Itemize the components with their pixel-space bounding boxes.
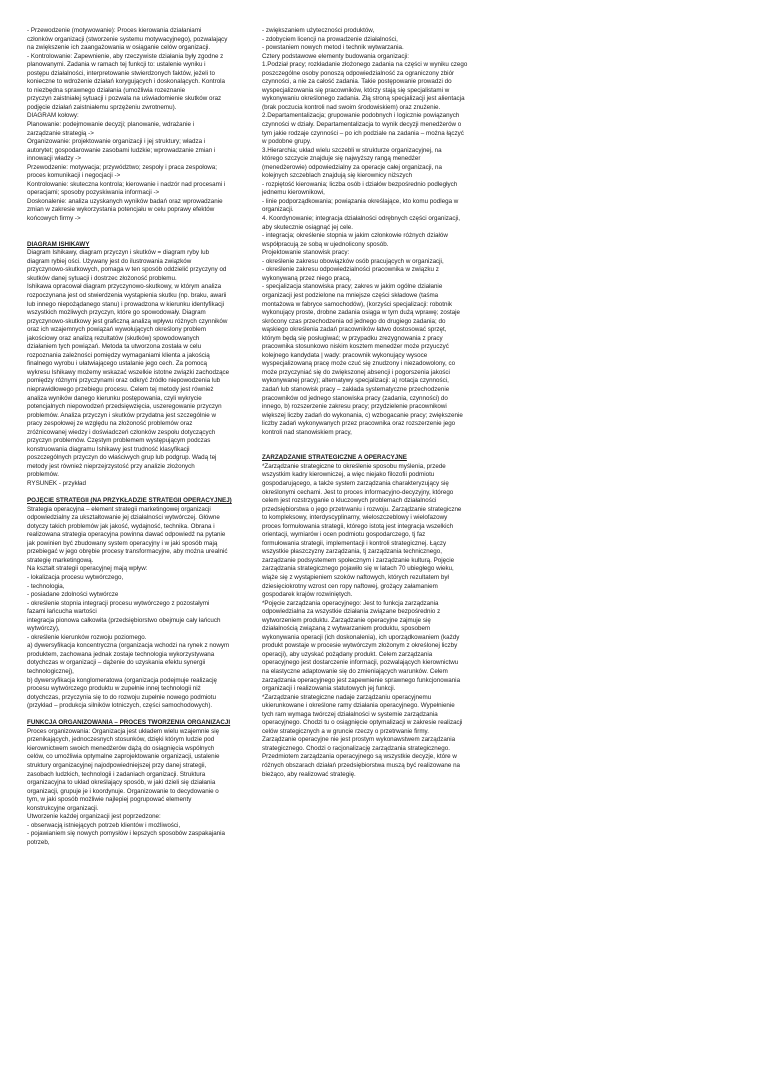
text-line: jednemu kierownikowi, <box>262 189 325 197</box>
text-line: wykresu Ishikawy możemy wskazać wszelkie istotne związki zachodzące <box>27 368 230 376</box>
text-line: operacjami; sposoby pozyskiwania informacji -> <box>27 189 160 197</box>
text-line: montażowa w fabryce samochodów), (korzyści specjalizacji: robotnik <box>262 300 453 308</box>
text-line: - pojawianiem się nowych pomysłów i lepszych sposobów zaspakajania <box>27 830 226 838</box>
text-line: 1.Podział pracy; rozkładanie złożonego zadania na części w wyniku czego <box>262 61 468 69</box>
text-line: wykonywania operacji (ich doskonalenia), ich uporządkowaniem (każdy <box>262 633 460 641</box>
text-line: przyczyn zaistniałej sytuacji i pozwala na uświadomienie skutków oraz <box>27 95 222 103</box>
text-line: działalnością związaną z wytwarzaniem produktu, sposobem <box>262 625 431 633</box>
text-line: przyczynowo-skutkowych, pomaga w ten sposób oddzielić przyczyny od <box>27 266 227 274</box>
text-line: fazami łańcucha wartości <box>27 608 97 616</box>
text-line: technologicznej), <box>27 668 74 676</box>
text-line: zarządzania operacyjnego jest zapewnienie sprawnego funkcjonowania <box>262 676 461 684</box>
text-line: skutków danej sytuacji i dostrzec złożoność problemu. <box>27 274 177 282</box>
text-line: którego szczycie znajduje się najwyższy rangą menedżer <box>262 155 421 163</box>
text-line: określonymi cechami. Jest to proces informacyjno-decyzyjny, którego <box>262 488 454 496</box>
text-line: procesu wytwórczego produktu w zupełnie innej technologii niż <box>27 685 201 693</box>
text-line: konstruowania diagramu Ishikawy jest trudność klasyfikacji <box>27 445 190 453</box>
text-line: innowacji władzy -> <box>27 155 82 163</box>
text-line: pracownika stosunkowo niskim kosztem menedżer może przyuczyć <box>262 343 449 351</box>
text-line: wszystkich możliwych przyczyn, które go spowodowały. Diagram <box>27 309 206 317</box>
text-line: produktem, zachowana jednak zostaje technologia wykorzystywana <box>27 650 215 658</box>
left-column <box>27 27 259 848</box>
section-heading: ZARZĄDZANIE STRATEGICZNE A OPERACYJNE <box>262 454 407 462</box>
text-line: - lokalizacja procesu wytwórczego, <box>27 574 124 581</box>
text-line: b) dywersyfikacja konglomeratowa (organizacja podejmuje realizację <box>27 676 218 684</box>
text-line: czynności, a nie za całość zadania. Takie postępowanie prowadzi do <box>262 78 452 86</box>
text-line: problemów. <box>27 471 59 479</box>
text-line: celów strategicznych a w gruncie rzeczy o przetrwanie firmy. <box>262 727 429 735</box>
section-heading: DIAGRAM ISHIKAWY <box>27 240 90 248</box>
text-line: Przewodzenie: motywacja; przywództwo; zespoły i praca zespołowa; <box>27 163 218 171</box>
text-line: wykonujący proste, drobne zadania osiąga w tym dużą wprawę; zostaje <box>262 309 461 317</box>
text-line: Cztery podstawowe elementy budowania organizacji: <box>262 52 409 60</box>
text-line: pomiędzy różnymi przyczynami oraz odkryć źródło niepowodzenia lub <box>27 377 221 385</box>
text-line: 2.Departamentalizacja; grupowanie podobnych i logicznie powiązanych <box>262 112 460 120</box>
text-line: rozpoczynana jest od stwierdzenia wystąpienia skutku (np. braku, awarii <box>27 291 227 299</box>
text-line: Ishikawa opracował diagram przyczynowo-skutkowy, w którym analiza <box>27 283 222 291</box>
text-line: - Przewodzenie (motywowanie): Proces kierowania działaniami <box>27 27 202 34</box>
text-line: autorytet; gospodarowanie zasobami ludzkie; wprowadzanie zmian i <box>27 146 216 154</box>
text-line: kolejnego kandydata | wady: pracownik wykonujący wysoce <box>262 351 428 359</box>
text-line: końcowych firmy -> <box>27 215 81 223</box>
blank-line <box>27 232 259 241</box>
text-line: innego, b) rozszerzenie zakresu pracy; przydzielenie pracownikowi <box>262 403 447 411</box>
text-line: planowanymi. Zadania w ramach tej funkcji to: ustalenie wyniku i <box>27 61 206 69</box>
blank-line <box>27 224 259 233</box>
text-line: organizacji i realizowania statutowych jej funkcji. <box>262 685 396 693</box>
text-line: wszystkie płaszczyzny zarządzania, tj zarządzania technicznego, <box>262 548 442 556</box>
text-line: zmian w zakresie wykorzystania potencjału w celu poprawy efektów <box>27 206 215 214</box>
text-line: konstrukcyjne organizacji. <box>27 804 99 812</box>
text-line: diagram rybiej ości. Używany jest do ilustrowania związków <box>27 257 192 265</box>
text-line: zarządzanie podsystemem społecznym i zarządzanie kulturą. Pojęcie <box>262 556 455 564</box>
text-line: potrzeb, <box>27 838 50 846</box>
text-line: organizacyjna to układ określający sposób, w jaki dzieli się działania <box>27 779 216 787</box>
text-line: zróżnicowanej wiedzy i doświadczeń członków zespołu dotyczących <box>27 428 216 436</box>
text-line: zarządzania strategicznego pojawiło się w latach 70 ubiegłego wieku, <box>262 565 454 573</box>
text-line: - obserwacją istniejących potrzeb klientów i możliwości, <box>27 821 181 829</box>
text-line: celem jest rozstrzyganie o kluczowych problemach działalności <box>262 497 437 505</box>
text-line: kolejnych szczeblach znajdują się kierownicy niższych <box>262 172 413 180</box>
text-line: struktury organizacyjnej najodpowiedniejszej przy danej strategii, <box>27 762 207 770</box>
text-line: - określenie kierunków rozwoju poziomego. <box>27 633 147 641</box>
text-line: wyspecjalizowania się pracowników, którzy stają się specjalistami w <box>262 86 450 94</box>
text-line: - powstaniem nowych metod i technik wytwarzania. <box>262 44 404 52</box>
text-line: celów, co umożliwia optymalne zaprojektowanie organizacji, ustalenie <box>27 753 220 761</box>
text-line: (menedżerowie) odpowiedzialny za operacje całej organizacji, na <box>262 163 442 171</box>
text-line: zasobach ludzkich, technologii i zadaniach organizacji. Struktura <box>27 770 206 778</box>
text-line: dotychczas, przyczynia się to do rozwoju zupełnie nowego podmiotu <box>27 693 216 701</box>
text-line: - integracja; określenie stopnia w jakim członkowie różnych działów <box>262 232 448 240</box>
text-line: operacyjnego. Chodzi tu o osiągnięcie optymalizacji w zakresie realizacji <box>262 719 463 727</box>
text-line: - zwiększaniem użyteczności produktów, <box>262 27 375 34</box>
text-line: kontroli nad stanowiskiem pracy, <box>262 428 352 436</box>
text-line: - Kontrolowanie: Zapewnienie, aby rzeczywiste działania były zgodne z <box>27 52 224 60</box>
text-line: dziesięciokrotny wzrost cen ropy naftowej, grożący załamaniem <box>262 582 438 590</box>
text-line: jak powinien być zbudowany system operacyjny i w jaki sposób mają <box>27 539 218 547</box>
text-line: (przykład – produkcja silników lotniczych, części samochodowych). <box>27 702 213 710</box>
text-line: gospodarek krajów rozwiniętych. <box>262 591 353 599</box>
text-line: wytworzeniem produktu. Zarządzanie operacyjne zajmuje się <box>262 616 431 624</box>
text-line: realizowana strategia operacyjna powinna dawać odpowiedź na pytanie <box>27 531 226 539</box>
text-line: przyczynowo-skutkowy jest graficzną analizą wpływu różnych czynników <box>27 317 228 325</box>
text-line: Na kształt strategii operacyjnej mają wpływ: <box>27 565 148 573</box>
text-line: współpracują ze sobą w ujednolicony sposób. <box>262 240 389 248</box>
text-line: wytwórczy), <box>27 625 60 633</box>
text-line: Utworzenie każdej organizacji jest poprzedzone: <box>27 813 161 821</box>
text-line: formułowania strategii, implementacji i kontroli strategicznej. Łączy <box>262 539 447 547</box>
text-line: metody jest również nieprzejrzystość przy analizie złożonych <box>27 462 195 470</box>
text-line: pracowników od jednego stanowiska pracy (zadania, czynności) do <box>262 394 448 402</box>
text-line: RYSUNEK - przykład <box>27 479 86 487</box>
text-line: wszystkim kadry kierowniczej, a więc niejako filozofii podmiotu <box>262 471 435 479</box>
text-line: różnych obszarach działań przedsiębiorstwa muszą być realizowane na <box>262 762 461 770</box>
blank-line <box>27 489 259 498</box>
text-line: aby skutecznie osiągnąć jej cele. <box>262 223 354 231</box>
text-line: przedsiębiorstwa o jego przetrwaniu i rozwoju. Zarządzanie strategiczne <box>262 505 462 513</box>
text-line: operacyjnego jest dostarczenie informacji, pozwalających kierownictwu <box>262 659 459 667</box>
text-line: lub innego niepożądanego stanu) i prowadzona w kierunku identyfikacji <box>27 300 225 308</box>
text-line: członków organizacji (stworzenie systemu motywacyjnego), pozwalający <box>27 35 228 43</box>
right-column <box>262 27 494 779</box>
text-line: - określenie stopnia integracji procesu wytwórczego z pozostałymi <box>27 599 210 607</box>
text-line: dotychczas w organizacji – dążenie do uzyskania efektu synergii <box>27 659 206 667</box>
text-line: 4. Koordynowanie; integracja działalności odrębnych części organizacji, <box>262 215 461 223</box>
text-line: poszczególnych przyczyn do właściwych grup lub podgrup. Wadą tej <box>27 454 217 462</box>
text-line: integracja pionowa całkowita (przedsiębiorstwo obejmuje cały łańcuch <box>27 616 221 624</box>
text-line: a) dywersyfikacja koncentryczna (organizacja wchodzi na rynek z nowym <box>27 642 230 650</box>
text-line: postępu działalności, interpretowanie stwierdzonych faktów, jeżeli to <box>27 69 215 77</box>
text-line: organizacji jest podzielone na mniejsze części składowe (taśma <box>262 291 439 299</box>
text-line: odpowiedzialna za wszystkie działania związane bezpośrednio z <box>262 608 441 616</box>
text-line: to kompleksowy, interdyscyplinarny, wieloszczeblowy i wielofazowy <box>262 514 448 522</box>
text-line: problemów. Analiza przyczyn i skutków przydatna jest szczególnie w <box>27 411 216 419</box>
text-line: zadań lub stanowisk pracy – zakłada systematyczne przechodzenie <box>262 385 450 393</box>
text-line: Kontrolowanie: skuteczna kontrola; kierowanie i nadzór nad procesami i <box>27 180 226 188</box>
blank-line <box>262 437 494 446</box>
text-line: Zarządzanie operacyjne nie jest prostym wykonawstwem zarządzania <box>262 736 456 744</box>
text-line: Diagram Ishikawy, diagram przyczyn i skutków = diagram ryby lub <box>27 249 210 257</box>
text-line: analiza wyników danego kierunku postępowania, czyli wykrycie <box>27 394 202 402</box>
text-line: - rozpiętość kierowania; liczba osób i działów bezpośrednio podległych <box>262 180 458 188</box>
text-line: pracy zespołowej ze względu na złożoność problemów oraz <box>27 420 193 428</box>
text-line: kierownictwem swoich menedżerów dążą do osiągnięcia wspólnych <box>27 744 215 752</box>
text-line: poszczególne osoby ponoszą odpowiedzialność za ograniczony zbiór <box>262 69 455 77</box>
text-line: organizacji. <box>262 206 294 214</box>
text-line: gospodarującego, a także system zarządzania charakteryzujący się <box>262 479 449 487</box>
text-line: *Zarządzanie strategiczne nadaje zarządzaniu operacyjnemu <box>262 693 432 701</box>
text-line: wykonywaną przez niego pracą, <box>262 274 351 282</box>
text-line: - określenie zakresu obowiązków osób pracujących w organizacji, <box>262 257 444 265</box>
text-line: proces formułowania strategii, którego istotą jest integracja wszelkich <box>262 522 454 530</box>
text-line: Projektowanie stanowisk pracy: <box>262 249 350 257</box>
text-line: *Pojęcie zarządzania operacyjnego: Jest to funkcja zarządzania <box>262 599 439 607</box>
text-line: może przyczyniać się do zwiększonej absencji i pogorszenia jakości <box>262 368 450 376</box>
text-line: Przedmiotem zarządzania operacyjnego są wszystkie decyzje, które w <box>262 753 457 761</box>
text-line: oraz ich wzajemnych powiązań wywołujących określony problem <box>27 326 206 334</box>
section-heading: POJĘCIE STRATEGII (NA PRZYKŁADZIE STRATEGII OPERACYJNEJ) <box>27 497 232 505</box>
text-line: przebiegać w jego obrębie procesy transformacyjne, aby można urealnić <box>27 548 228 556</box>
text-line: wąskiego określenia zadań pracowników łatwo dostosować sprzęt, <box>262 326 447 334</box>
text-line: nieprawidłowego przebiegu procesu. Celem tej metody jest również <box>27 385 214 393</box>
text-line: (brak poczucia kontroli nad swoim środowiskiem) oraz znużenie. <box>262 103 441 111</box>
text-line: wiąże się z wystąpieniem szoków naftowych, których rezultatem był <box>262 574 449 581</box>
text-line: w podobne grupy. <box>262 138 312 146</box>
text-line: - posiadane zdolności wytwórcze <box>27 591 119 599</box>
text-line: Doskonalenie: analiza uzyskanych wyników badań oraz wprowadzanie <box>27 197 223 205</box>
text-line: liczby zadań wykonywanych przez pracownika oraz rozszerzenie jego <box>262 420 456 428</box>
text-line: Strategia operacyjna – element strategii marketingowej organizacji <box>27 505 211 513</box>
text-line: zarządzanie strategią -> <box>27 129 94 137</box>
blank-line <box>27 711 259 720</box>
text-line: produkt powstaje w procesie wytwórczym złożonym z określonej liczby <box>262 642 458 650</box>
text-line: *Zarządzanie strategiczne to określenie sposobu myślenia, przede <box>262 462 446 470</box>
text-line: - technologia, <box>27 582 65 590</box>
text-line: wykonywaniu określonego zadania. Złą stroną specjalizacji jest alientacja <box>262 95 465 103</box>
text-line: dotyczy takich problemów jak jakość, wydajność, technika. Obrana i <box>27 522 215 530</box>
text-line: rozpoznania zależności pomiędzy wymaganiami klienta a jakością <box>27 351 210 359</box>
text-line: tych ram wymaga twórczej działalności w systemie zarządzania <box>262 710 438 718</box>
text-line: 3.Hierarchia; układ wielu szczebli w strukturze organizacyjnej, na <box>262 146 442 154</box>
text-line: orientacji, wymiarów i ocen podmiotu gospodarczego, tj faz <box>262 531 426 539</box>
text-line: odpowiedzialny za ukształtowanie jej działalności wytwórczej. Główne <box>27 514 220 522</box>
text-line: którym będą się posługiwać; w przypadku zrezygnowania z pracy <box>262 334 443 342</box>
text-line: wyspecjalizowaną pracę może czuć się znudzony i niezadowolony, co <box>262 360 456 368</box>
text-line: jakościowy oraz analizą rezultatów (skutków) spowodowanych <box>27 334 200 342</box>
text-line: na elastyczne adaptowanie się do zmieniających warunków. Celem <box>262 668 448 676</box>
text-line: większej liczby zadań do wykonania, c) wzbogacanie pracy; zwiększenie <box>262 411 463 419</box>
text-line: - specjalizacja stanowiska pracy; zakres w jakim ogólne działanie <box>262 283 443 291</box>
text-line: ukierunkowane i określone ramy działania operacyjnego. Wypełnienie <box>262 702 455 710</box>
text-line: wykonywanej pracy); alternatywy specjalizacji: a) rotacja czynności, <box>262 377 449 385</box>
text-line: Proces organizowania: Organizacja jest układem wielu wzajemnie się <box>27 727 220 735</box>
text-line: - określenie zakresu odpowiedzialności pracownika w związku z <box>262 266 439 274</box>
text-line: to niezbędna sprawnego działania (umożliwia rozeznanie <box>27 86 186 94</box>
blank-line <box>262 446 494 455</box>
text-line: - zdobyciem licencji na prowadzenie działalności, <box>262 35 398 43</box>
text-line: działaniem tych powiązań. Metoda ta utworzona została w celu <box>27 343 202 351</box>
text-line: strategię marketingową. <box>27 556 94 564</box>
text-line: tym, w jaki sposób możliwie najlepiej pogrupować elementy <box>27 796 192 804</box>
section-heading: FUNKCJA ORGANIZOWANIA – PROCES TWORZENIA ORGANIZACJI <box>27 719 231 727</box>
text-line: - linie podporządkowania; powiązania określające, kto komu podlega w <box>262 197 459 205</box>
text-line: przyczyn problemów. Częstym problemem występującym podczas <box>27 437 211 445</box>
text-line: Planowanie: podejmowanie decyzji; planowanie, wdrażanie i <box>27 121 195 129</box>
text-line: potencjalnych niepowodzeń przedsięwzięcia, uszeregowanie przyczyn <box>27 403 222 411</box>
text-line: skrócony czas przechodzenia od jednego do drugiego zadania; do <box>262 317 446 325</box>
text-line: czynności w działy. Departamentalizacja to wynik decyzji menedżerów o <box>262 121 462 129</box>
text-line: na zwiększenie ich zaangażowania w osiąganie celów organizacji. <box>27 44 211 52</box>
text-line: strategicznego. Chodzi o racjonalizację zarządzania strategicznego. <box>262 744 450 752</box>
text-line: bieżąco, aby realizować strategię. <box>262 770 356 778</box>
text-line: konieczne to wdrożenie działań korygujących i doskonalących. Kontrola <box>27 78 226 86</box>
text-line: proces komunikacji i negocjacji -> <box>27 172 121 180</box>
text-line: finalnego wyrobu i ułatwiającego ustalanie jego cech. Za pomocą <box>27 360 207 368</box>
text-line: podjęcie działań zaistniałemu sprzężeniu zwrotnemu). <box>27 103 177 111</box>
text-line: Organizowanie: projektowanie organizacji i jej struktury; władza i <box>27 138 206 146</box>
text-line: organizacji, grupuje je i koordynuje. Organizowanie to decydowanie o <box>27 787 219 795</box>
text-line: tym jakie rodzaje czynności – po ich podziale na zadania – można łączyć <box>262 129 464 137</box>
text-line: DIAGRAM kołowy: <box>27 112 79 120</box>
text-line: przenikających, jednoczesnych stosunków, dzięki którym ludzie pod <box>27 736 215 744</box>
text-line: operacji), aby uzyskać pożądany produkt. Celem zarządzania <box>262 650 433 658</box>
